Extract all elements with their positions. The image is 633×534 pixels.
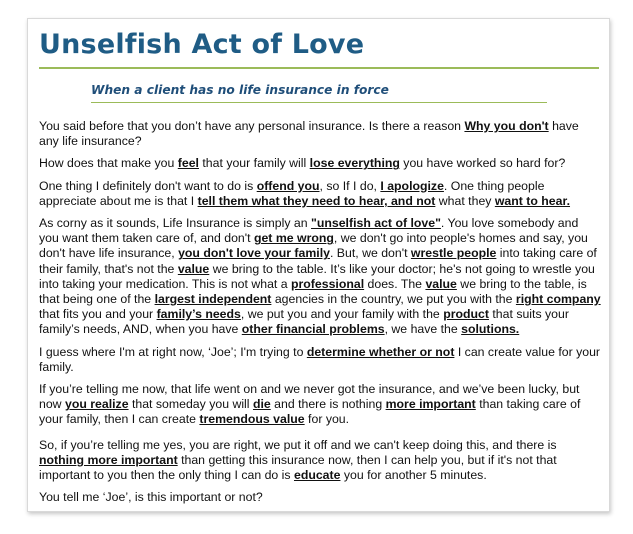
- body-text: you have worked so hard for?: [399, 156, 566, 171]
- body-text: How does that make you: [39, 156, 178, 171]
- emphasis-text: right company: [515, 292, 601, 307]
- emphasis-text: solutions.: [461, 322, 520, 337]
- body-text: you for another 5 minutes.: [340, 468, 487, 483]
- emphasis-text: value: [177, 261, 210, 276]
- body-text: So, if you’re telling me yes, you are right, we put it off and we can't keep doing this, and there is: [39, 437, 557, 452]
- body-text: , so If I do,: [319, 178, 381, 193]
- emphasis-text: get me wrong: [253, 231, 334, 246]
- body-text: I can create value for your family.: [39, 344, 601, 374]
- emphasis-text: nothing more important: [39, 452, 178, 467]
- subtitle-divider: [91, 102, 547, 103]
- emphasis-text: determine whether or not: [306, 344, 455, 359]
- paragraph: [39, 382, 601, 428]
- body-text: does. The: [364, 276, 426, 291]
- paragraph: [39, 345, 601, 375]
- emphasis-text: tell them what they need to hear, and not: [197, 193, 436, 208]
- body-text: . You love somebody and you want them taken care of, and don't: [39, 216, 579, 246]
- emphasis-text: want to hear.: [494, 193, 571, 208]
- body-text: we bring to the table. It’s like your doctor; he's not going to wrestle you into taking your medication. This is not what a: [39, 261, 595, 291]
- document-subtitle: When a client has no life insurance in force: [91, 83, 389, 97]
- emphasis-text: you don't love your family: [178, 246, 330, 261]
- body-text: As corny as it sounds, Life Insurance is simply an: [39, 216, 312, 231]
- emphasis-text: I apologize: [380, 178, 444, 193]
- body-text: than getting this insurance now, then I can help you, but if it's not that important to you then the only thing I can do is: [39, 452, 557, 483]
- paragraph: [39, 490, 601, 505]
- body-text: have any life insurance?: [39, 119, 579, 149]
- emphasis-text: offend you: [256, 178, 320, 193]
- body-text: I guess where I'm at right now, ‘Joe’; I'm trying to: [39, 344, 307, 359]
- emphasis-text: largest independent: [154, 292, 272, 307]
- emphasis-text: family’s needs: [156, 307, 241, 322]
- emphasis-text: Why you don't: [464, 119, 549, 133]
- paragraph: [39, 216, 601, 338]
- emphasis-text: educate: [293, 468, 341, 483]
- emphasis-text: you realize: [64, 397, 129, 412]
- emphasis-text: lose everything: [309, 156, 400, 171]
- body-text: that your family will: [198, 156, 310, 171]
- body-text: You tell me ‘Joe’, is this important or not?: [39, 490, 263, 505]
- emphasis-text: die: [252, 397, 271, 412]
- emphasis-text: wrestle people: [410, 246, 497, 261]
- body-text: . One thing people appreciate about me is that I: [39, 178, 545, 208]
- body-text: You said before that you don’t have any personal insurance. Is there a reason: [39, 119, 465, 133]
- emphasis-text: value: [425, 276, 457, 291]
- body-text: If you’re telling me now, that life went on and we never got the insurance, and we’ve been lucky, but now: [39, 382, 580, 412]
- paragraph: [39, 179, 601, 209]
- body-text: . But, we don't: [329, 246, 411, 261]
- body-text: we bring to the table, is that being one of the: [39, 276, 587, 307]
- body-text: what they: [435, 193, 495, 208]
- body-text: , we have the: [384, 322, 462, 337]
- body-text: into taking care of their family, that's not the: [39, 246, 597, 276]
- document-body: [39, 119, 601, 512]
- body-text: that suits your family’s needs, AND, when you have: [39, 307, 569, 337]
- body-text: , we put you and your family with the: [240, 307, 444, 322]
- body-text: agencies in the country, we put you with the: [271, 292, 516, 307]
- emphasis-text: professional: [291, 276, 365, 291]
- emphasis-text: "unselfish act of love": [311, 216, 441, 231]
- body-text: that fits you and your: [39, 307, 157, 322]
- paragraph: [39, 438, 601, 484]
- emphasis-text: other financial problems: [241, 322, 385, 337]
- emphasis-text: tremendous value: [199, 412, 305, 427]
- title-divider: [39, 67, 599, 69]
- body-text: , we don't go into people's homes and say, you don't have life insurance,: [39, 231, 588, 261]
- body-text: than taking care of your family, then I can create: [39, 397, 581, 427]
- body-text: One thing I definitely don't want to do is: [39, 178, 257, 193]
- document-title: Unselfish Act of Love: [39, 29, 365, 60]
- body-text: for you.: [304, 412, 350, 427]
- paragraph: [39, 156, 601, 171]
- emphasis-text: product: [443, 307, 489, 322]
- body-text: that someday you will: [128, 397, 253, 412]
- emphasis-text: feel: [177, 156, 199, 171]
- paragraph: [39, 119, 601, 149]
- body-text: and there is nothing: [270, 397, 386, 412]
- document-page: [27, 18, 610, 512]
- emphasis-text: more important: [385, 397, 476, 412]
